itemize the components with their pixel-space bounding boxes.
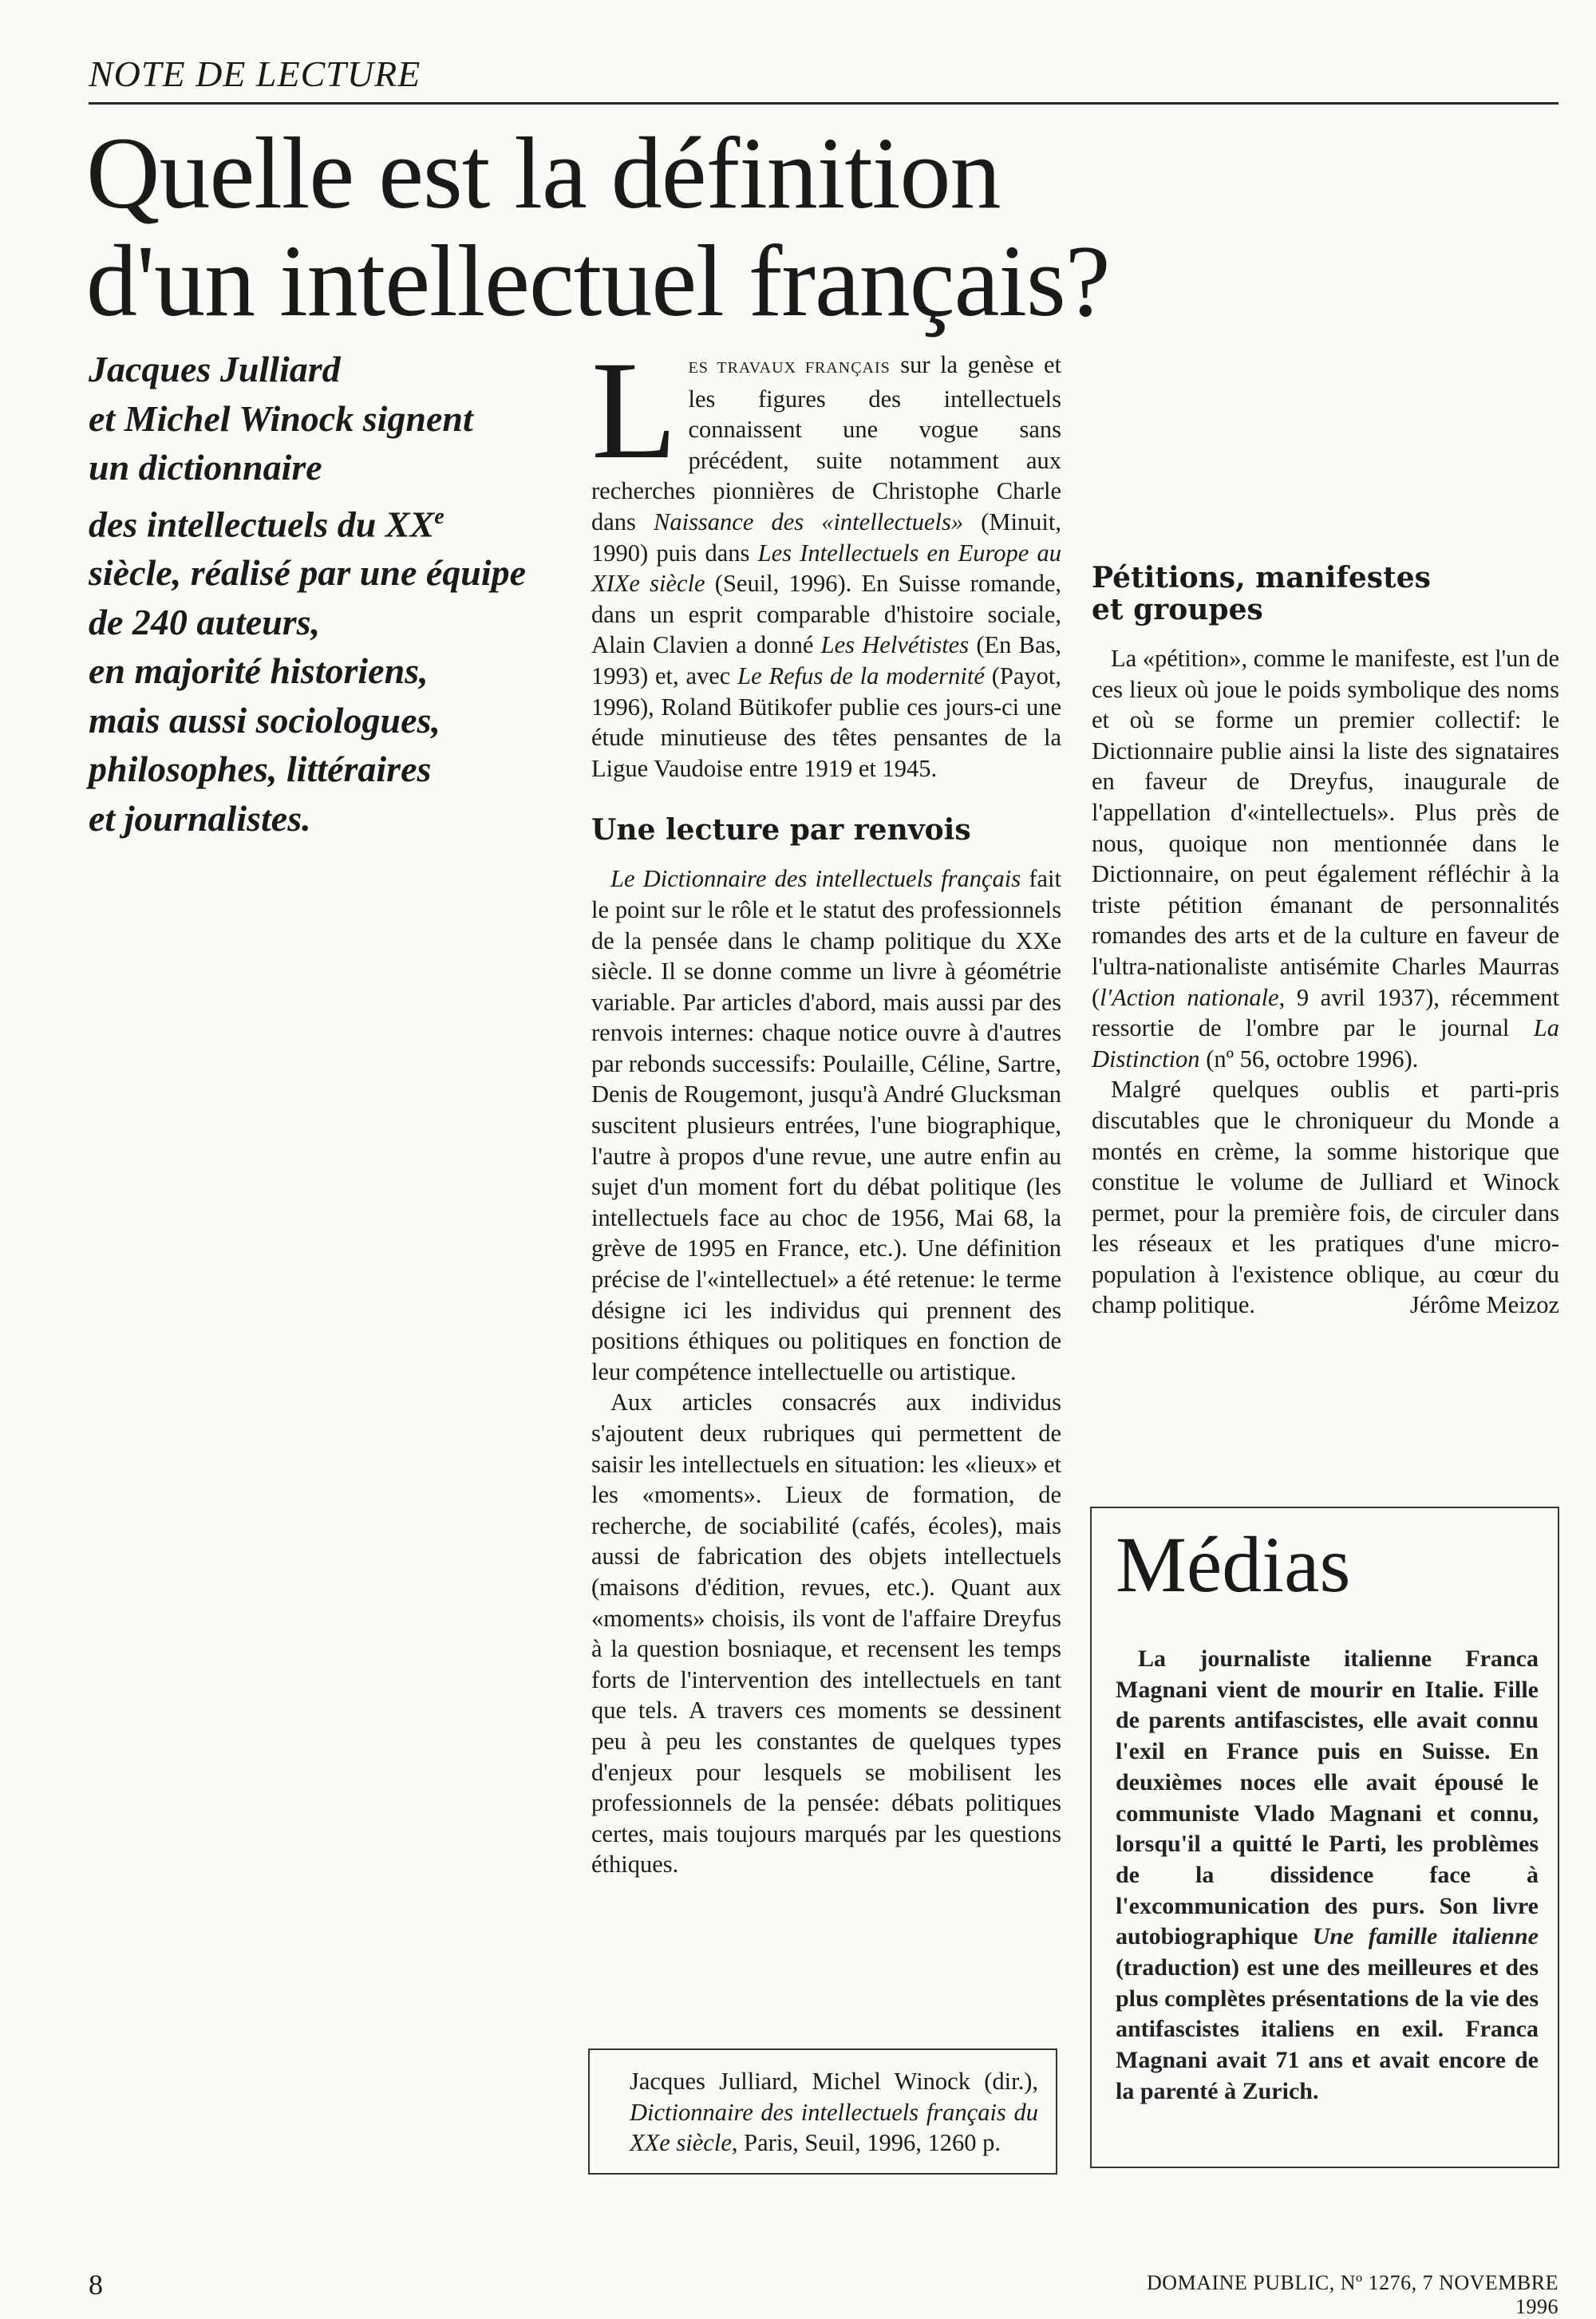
text: (En Bas, 1993) et, avec xyxy=(591,631,1061,689)
paragraph-4 xyxy=(1092,643,1559,1074)
article-column-3 xyxy=(1092,350,1559,351)
book-title: Dictionnaire des intellectuels français du XXe siècle xyxy=(630,2098,1038,2157)
drop-cap: L xyxy=(591,333,678,488)
text: Jacques Julliard, Michel Winock (dir.), xyxy=(630,2068,1038,2095)
lede-line xyxy=(89,492,575,549)
article-title xyxy=(86,117,1523,338)
text: La «pétition», comme le manifeste, est l'un de ces lieux où joue le poids symbolique des noms et où se forme un premier collectif: le Dictionnaire publie ainsi la liste des signataires en faveur de Dreyfus, inaugurale de l'appellation d'«intellectuels». Plus près de nous, quoique non mentionnée dans le Dictionnaire, on peut également réfléchir à la triste pétition émanant de personnalités romandes des arts et de la culture en faveur de l'ultra-nationaliste antisémite Charles Maurras ( xyxy=(1092,645,1559,1011)
author-signature: Jérôme Meizoz xyxy=(1409,1291,1559,1319)
paragraph-5 xyxy=(1092,1074,1559,1321)
page-number: 8 xyxy=(89,2269,103,2301)
medias-sidebar xyxy=(1090,1507,1559,2168)
lede-line: de 240 auteurs, xyxy=(89,601,321,642)
section-heading xyxy=(1092,562,1559,626)
book-title: Une famille italienne xyxy=(1312,1923,1539,1950)
article-column-2 xyxy=(591,333,1062,1880)
text: La journaliste italienne Franca Magnani vient de mourir en Italie. Fille de parents antifascistes, elle avait connu l'exil en France puis en Suisse. En deuxièmes noces elle avait épousé le communiste Vlado Magnani et connu, lorsqu'il a quitté le Parti, les problèmes de la dissidence face à l'excommunication des purs. Son livre autobiographique xyxy=(1116,1645,1539,1950)
book-title: Le Refus de la modernité xyxy=(737,662,985,689)
lede-text: des intellectuels du XX xyxy=(89,503,435,544)
paragraph-3: Aux articles consacrés aux individus s'ajoutent deux rubriques qui permettent de saisir les intellectuels en situation: les «lieux» et les «moments». Lieux de formation, de recherche, de sociabilité (cafés, écoles), mais aussi de fabrication des objets intellectuels (maisons d'édition, revues, etc.). Quant aux «moments» choisis, ils vont de l'affaire Dreyfus à la question bosniaque, et recensent les temps forts de l'intervention des intellectuels en tant que tels. A travers ces moments se dessinent peu à peu les constantes de quelques types d'enjeux pour lesquels se mobilisent les professionnels de la pensée: débats politiques certes, mais toujours marqués par les questions éthiques. xyxy=(591,1389,1061,1879)
text: (Seuil, 1996). En Suisse romande, dans un esprit comparable d'histoire sociale, Alain Clavien a donné xyxy=(591,570,1062,659)
text: , Paris, Seuil, 1996, 1260 p. xyxy=(731,2129,1001,2157)
opening-small-caps: ES TRAVAUX FRANÇAIS xyxy=(688,359,891,377)
book-reference-box xyxy=(588,2048,1057,2175)
medias-body xyxy=(1116,1644,1539,2108)
text: sur la genèse et les figures des intellectuels connaissent une vogue sans précédent, suite notamment aux recherches pionnières de Christophe Charle dans xyxy=(591,351,1062,535)
medias-paragraph xyxy=(1116,1644,1539,2108)
title-line-1: Quelle est la définition xyxy=(86,117,1001,230)
text: , 9 avril 1937), récemment ressortie de l'ombre par le journal xyxy=(1092,983,1559,1042)
top-rule xyxy=(89,102,1558,105)
medias-title: Médias xyxy=(1116,1520,1351,1609)
heading-line: Pétitions, manifestes xyxy=(1092,561,1431,595)
text: (traduction) est une des meilleures et des plus complètes présentations de la vie des antifascistes italiens en exil. Franca Magnani avait 71 ans et avait encore de la parenté à Zurich. xyxy=(1116,1954,1539,2104)
lede-line: un dictionnaire xyxy=(89,447,322,488)
journal-title: l'Action nationale xyxy=(1100,983,1279,1011)
text: fait le point sur le rôle et le statut des professionnels de la pensée dans le champ politique du XXe siècle. Il se donne comme un livre à géométrie variable. Par articles d'abord, mais aussi par des renvois internes: chaque notice ouvre à d'autres par rebonds successifs: Poulaille, Céline, Sartre, Denis de Rougemont, jusqu'à André Glucksman suscitent plusieurs entrées, l'une biographique, l'autre à propos d'une revue, une autre enfin au sujet d'un moment fort du débat politique (les intellectuels face au choc de 1956, Mai 68, la grève de 1995 en France, etc.). Une définition précise de l'«intellectuel» a été retenue: le terme désigne ici les individus qui prennent des positions éthiques ou politiques en fonction de leur compétence intellectuelle ou artistique. xyxy=(591,865,1061,1385)
title-line-2: d'un intellectuel français? xyxy=(86,224,1110,338)
heading-line: et groupes xyxy=(1092,593,1263,626)
lede-line: siècle, réalisé par une équipe xyxy=(89,552,527,594)
text: (nº 56, octobre 1996). xyxy=(1199,1045,1419,1073)
journal-title: La Distinction xyxy=(1092,1014,1559,1073)
book-title: Naissance des «intellectuels» xyxy=(654,508,964,535)
text: (Payot, 1996), Roland Bütikofer publie ces jours-ci une étude minutieuse des têtes pensantes de la Ligue Vaudoise entre 1919 et 1945. xyxy=(591,662,1061,782)
paragraph-2 xyxy=(591,863,1061,1387)
book-title: Le Dictionnaire des intellectuels français xyxy=(610,865,1021,893)
lede-superscript: e xyxy=(434,504,444,529)
text: (Minuit, 1990) puis dans xyxy=(591,508,1061,567)
publication-footer: DOMAINE PUBLIC, Nº 1276, 7 NOVEMBRE 1996 xyxy=(1147,2271,1558,2318)
lede-line: et Michel Winock signent xyxy=(89,397,473,439)
article-lede xyxy=(89,345,575,843)
paragraph-1 xyxy=(591,333,1062,784)
section-heading: Une lecture par renvois xyxy=(591,813,971,847)
lede-line: Jacques Julliard xyxy=(89,349,341,389)
lede-line: en majorité historiens, xyxy=(89,650,429,692)
section-kicker: NOTE DE LECTURE xyxy=(89,53,421,94)
article-column-3-content xyxy=(1092,562,1559,1321)
text: Malgré quelques oublis et parti-pris discutables que le chroniqueur du Monde a montés en crème, la somme historique que constitue le volume de Julliard et Winock permet, pour la première fois, de circuler dans les réseaux et les pratiques d'une micro-population à l'existence oblique, au cœur du champ politique. xyxy=(1092,1076,1559,1319)
lede-line: et journalistes. xyxy=(89,797,311,839)
book-title: Les Helvétistes xyxy=(820,631,970,659)
book-title: Les Intellectuels en Europe au XIXe siècle xyxy=(591,539,1061,598)
lede-line: mais aussi sociologues, xyxy=(89,699,440,741)
lede-line: philosophes, littéraires xyxy=(89,749,432,790)
